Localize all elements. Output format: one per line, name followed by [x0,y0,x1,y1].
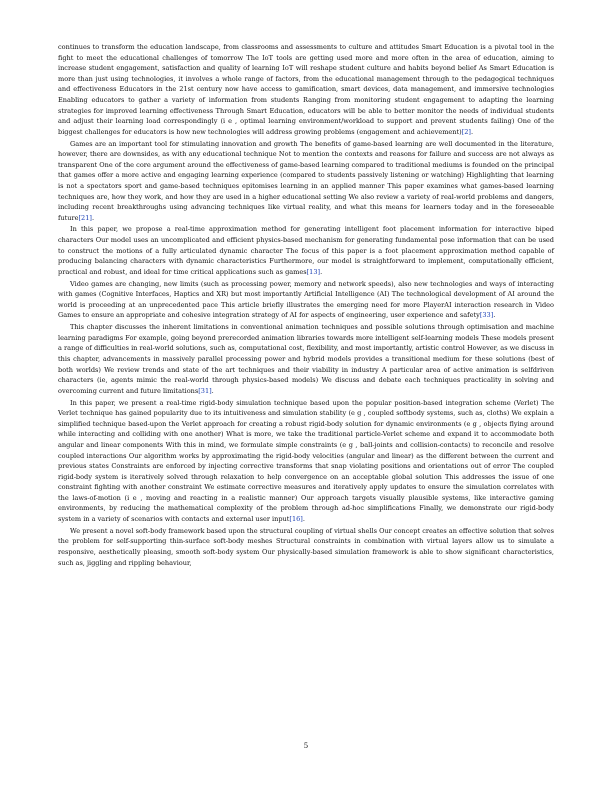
paragraph-4 [58,279,554,321]
paragraph-2 [58,139,554,224]
paragraph-6-end: . [302,515,305,524]
paragraph-1 [58,42,554,137]
page-number: 5 [303,742,309,750]
paragraph-5-text: This chapter discusses the inherent limitations in conventional animation techniques and possible solutions through optimisation and machine learning paradigms For example, going beyond prerecorded animation libraries towards more intelligent self-learning models These models present a range of difficulties in real-world solutions, such as, computational cost, flexibility, and most importantly, artistic control However, as we discuss in this chapter, advancements in massively parallel processing power and hybrid models provides a transitional medium for these solutions (best of both worlds) We review trends and state of the art techniques and their viability in industry A particular area of active animation is selfdriven characters (ie, agents mimic the real-world through physics-based models) We discuss and debate each techniques practicality in solving and overcoming current and future limitations [58,323,554,395]
paragraph-5-end: . [211,386,214,395]
paragraph-3 [58,224,554,277]
paragraph-4-text: Video games are changing, new limits (such as processing power, memory and network speeds), also new technologies and ways of interacting with games (Cognitive Interfaces, Haptics and XR) but most importantly Artificial Intelligence (AI) The technological development of AI around the world is proceeding at an unprecedented pace This article briefly illustrates the emerging need for more PlayerAI interaction research in Video Games to ensure an appropriate and cohesive integration strategy of AI for aspects of engineering, user experience and safety [58,279,554,320]
paragraph-2-end: . [91,213,95,222]
citation-31[interactable]: [31] [198,386,212,395]
paper-body [58,42,554,569]
citation-21[interactable]: [21] [78,213,92,222]
citation-13[interactable]: [13] [306,267,321,276]
paragraph-3-end: . [320,267,323,276]
citation-33[interactable]: [33] [479,311,494,320]
paragraph-3-text: In this paper, we propose a real-time approximation method for generating intelligent foot placement information for interactive biped characters Our model uses an uncomplicated and efficient physics-based mechanism for generating fundamental pose information that can be used to construct the motions of a fully articulated dynamic character The focus of this paper is a foot placement approximation method capable of producing balancing characters with dynamic characteristics Furthermore, our model is straightforward to implement, computationally efficient, practical and robust, and ideal for time critical applications such as games [58,225,554,276]
paragraph-5 [58,322,554,396]
paragraph-6 [58,398,554,525]
paragraph-1-end: . [470,127,474,136]
paragraph-7 [58,526,554,568]
citation-2[interactable]: [2] [461,127,471,136]
paragraph-7-text: We present a novel soft-body framework based upon the structural coupling of virtual shells Our concept creates an effective solution that solves the problem for self-supporting thin-surface soft-body meshes Structural constraints in combination with virtual layers allow us to simulate a responsive, aesthetically pleasing, smooth soft-body system Our physically-based simulation framework is able to show significant characteristics, such as, jiggling and rippling behaviour, [58,526,554,567]
paragraph-6-text: In this paper, we present a real-time rigid-body simulation technique based upon the popular position-based integration scheme (Verlet) The Verlet technique has gained popularity due to its intuitiveness and simulation stability (e g , coupled softbody systems, such as, cloths) We explain a simplified technique based-upon the Verlet approach for creating a robust rigid-body solution for dynamic environments (e g , objects flying around while interacting and colliding with one another) What is more, we take the traditional particle-Verlet scheme and expand it to accommodate both angular and linear components With this in mind, we formulate simple constraints (e g , ball-joints and collision-contacts) to reconcile and resolve coupled interactions Our algorithm works by approximating the rigid-body velocities (angular and linear) as the different between the current and previous states Constraints are enforced by injecting corrective transforms that snap violating positions and orientations out of error The coupled rigid-body system is iteratively solved through relaxation to help convergence on an acceptable global solution This addresses the issue of one constraint fighting with another constraint We estimate corrective measures and iteratively apply updates to ensure the simulation correlates with the laws-of-motion (i e , moving and reacting in a realistic manner) Our approach targets visually plausible systems, like interactive gaming environments, by reducing the mathematical complexity of the problem through ad-hoc simplifications Finally, we demonstrate our rigid-body system in a variety of scenarios with contacts and external user input [58,398,554,524]
paragraph-2-text: Games are an important tool for stimulating innovation and growth The benefits of game-based learning are well documented in the literature, however, there are downsides, as with any educational technique Not to mention the contexts and reasons for failure and success are not always as transparent One of the core argument around the effectiveness of game-based learning compared to traditional mediums is founded on the principal that games offer a more active and engaging learning experience (compared to students passively listening or watching) Highlighting that learning is not a spectators sport and game-based techniques epitomises learning in an applied manner This paper examines what games-based learning techniques are, how they work, and how they are used in a higher educational setting We also review a variety of real-world problems and dangers, including recent breakthroughs using advancing techniques like virtual reality, and what this means for learners today and in the foreseeable future [58,139,554,222]
citation-16[interactable]: [16] [289,515,303,524]
paragraph-1-text: continues to transform the education landscape, from classrooms and assessments to culture and attitudes Smart Education is a pivotal tool in the fight to meet the educational challenges of tomorrow The IoT tools are getting used more and more often in the area of education, aiming to increase student engagement, satisfaction and quality of learning IoT will reshape student culture and habits beyond belief As Smart Education is more than just using technologies, it involves a whole range of factors, from the educational management through to the pedagogical techniques and effectiveness Educators in the 21st century now have access to gamification, smart devices, data management, and immersive technologies Enabling educators to gather a variety of information from students Ranging from monitoring student engagement to adapting the learning strategies for improved learning effectiveness Through Smart Education, educators will be able to better monitor the needs of individual students and adjust their learning load correspondingly (i e , optimal learning environment/workload to support and prevent students failing) One of the biggest challenges for educators is how new technologies will address growing problems (engagement and achievement) [58,43,554,136]
paragraph-4-end: . [493,311,496,320]
